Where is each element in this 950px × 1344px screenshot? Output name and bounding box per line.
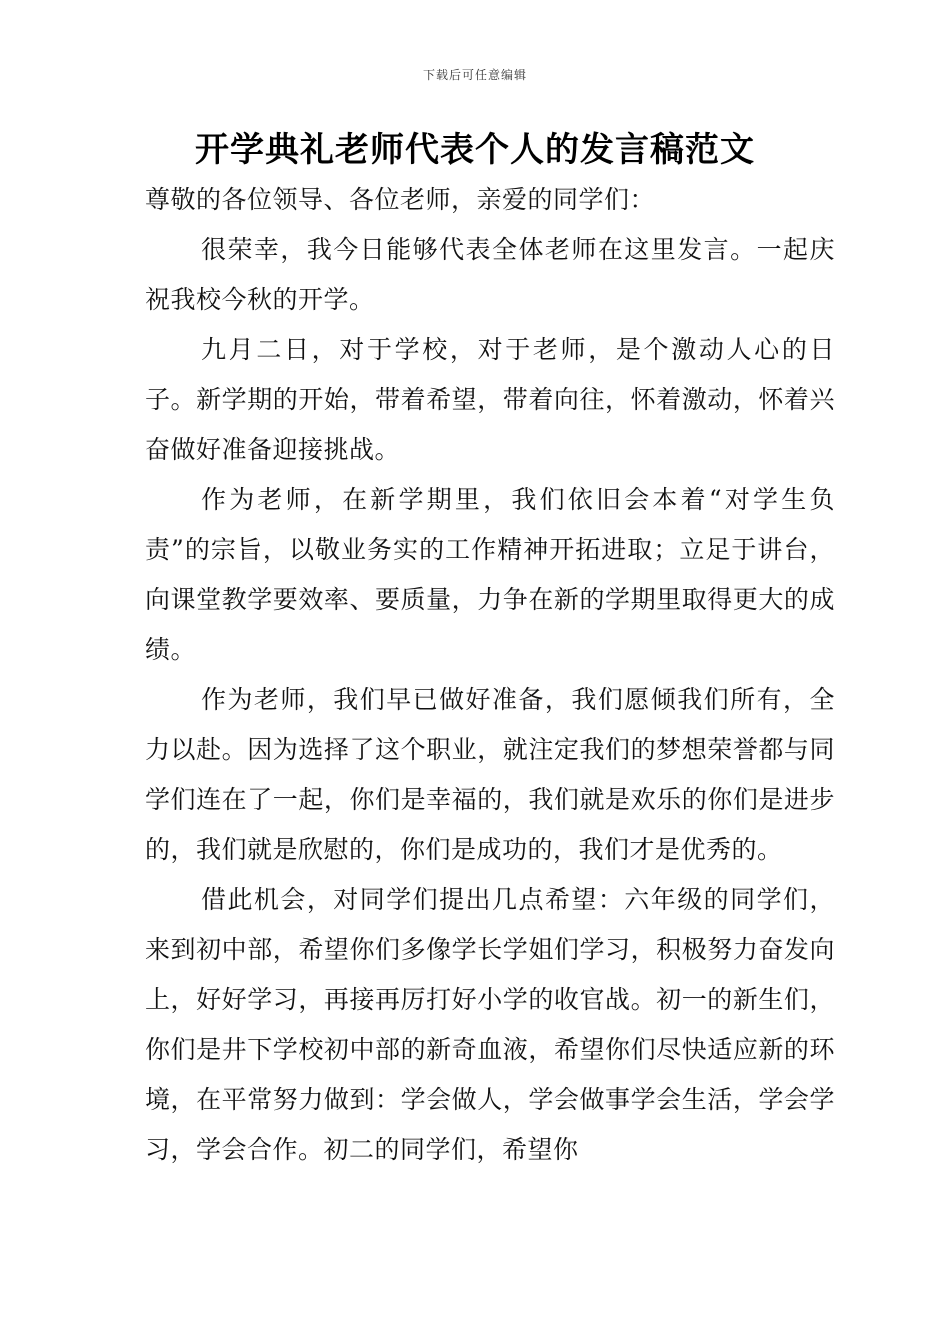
paragraph-3: 作为老师，在新学期里，我们依旧会本着“对学生负责”的宗旨，以敬业务实的工作精神开拓进取；立足于讲台，向课堂教学要效率、要质量，力争在新的学期里取得更大的成绩。 bbox=[145, 485, 835, 664]
paragraph-1: 很荣幸，我今日能够代表全体老师在这里发言。一起庆祝我校今秋的开学。 bbox=[145, 235, 835, 314]
paragraph-2: 九月二日，对于学校，对于老师，是个激动人心的日子。新学期的开始，带着希望，带着向往，怀着激动，怀着兴奋做好准备迎接挑战。 bbox=[145, 335, 835, 464]
paragraph-5: 借此机会，对同学们提出几点希望：六年级的同学们，来到初中部，希望你们多像学长学姐们学习，积极努力奋发向上，好好学习，再接再厉打好小学的收官战。初一的新生们，你们是井下学校初中部的新奇血液，希望你们尽快适应新的环境，在平常努力做到：学会做人，学会做事学会生活，学会学习，学会合作。初二的同学们，希望你 bbox=[145, 885, 835, 1164]
document-body bbox=[145, 175, 835, 1175]
document-title: 开学典礼老师代表个人的发言稿范文 bbox=[195, 130, 755, 170]
header-note: 下载后可任意编辑 bbox=[422, 68, 527, 82]
salutation: 尊敬的各位领导、各位老师，亲爱的同学们： bbox=[145, 185, 656, 214]
paragraph-4: 作为老师，我们早已做好准备，我们愿倾我们所有，全力以赴。因为选择了这个职业，就注定我们的梦想荣誉都与同学们连在了一起，你们是幸福的，我们就是欢乐的你们是进步的，我们就是欣慰的，你们是成功的，我们才是优秀的。 bbox=[145, 685, 835, 864]
